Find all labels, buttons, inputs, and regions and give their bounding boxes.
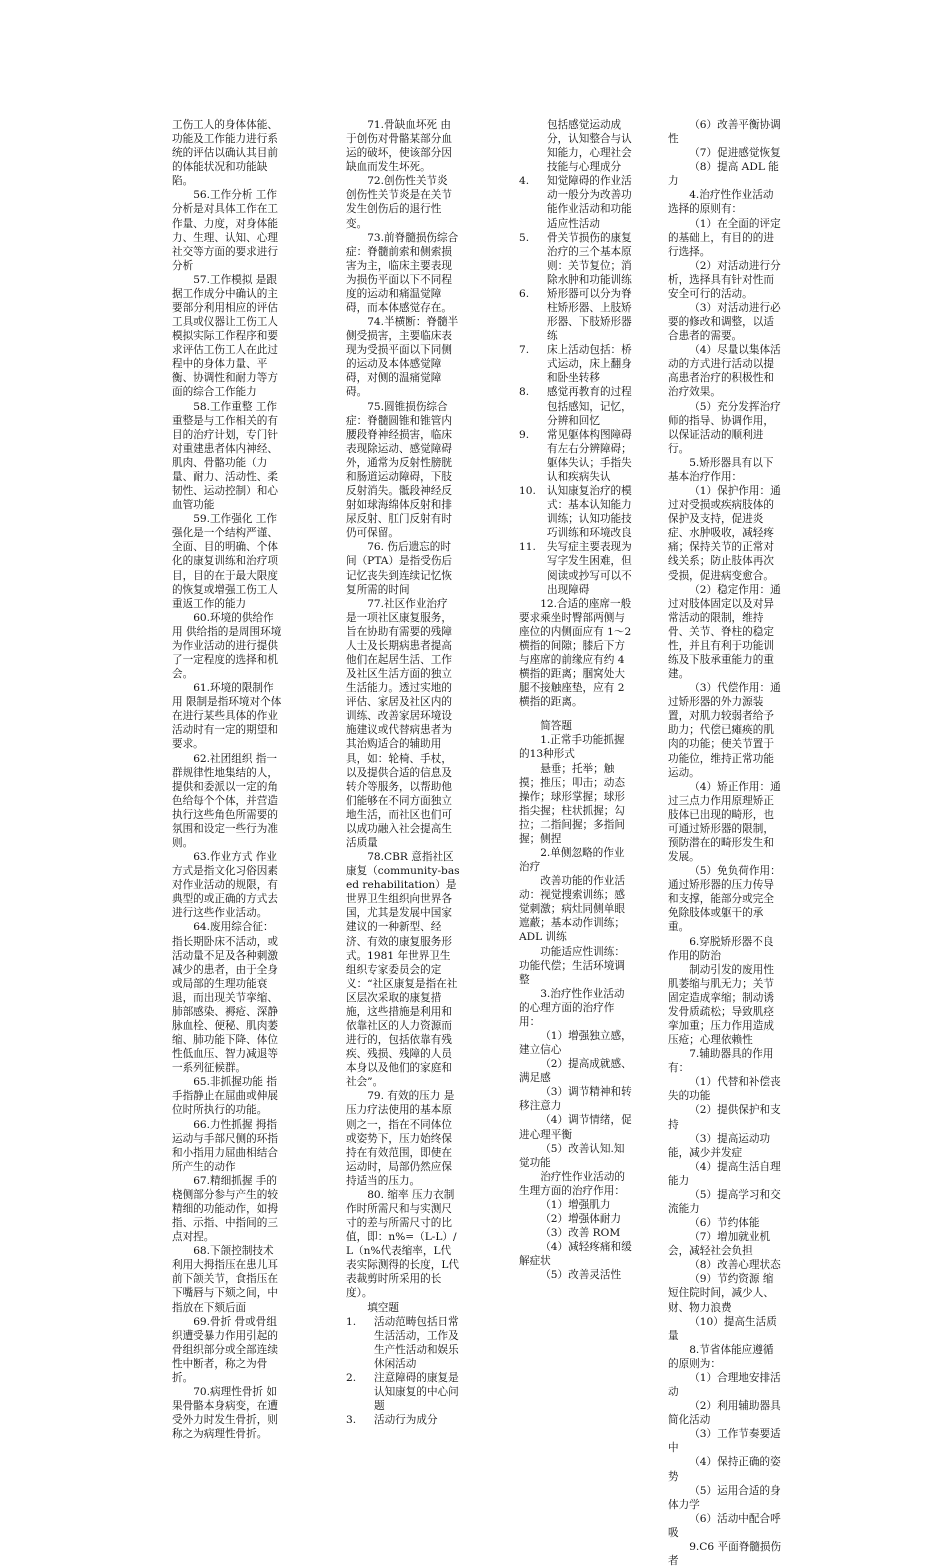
numbered-item (519, 174, 632, 230)
paragraph: 75.圆锥损伤综合症：脊髓圆锥和锥管内腰段脊神经损害，临床表现除运动、感觉障碍外，通常为反射性膀胱和肠道运动障碍，下肢反射消失。骶段神经反射如球海绵体反射和排尿反射、肛门反射有时仍可保留。 (346, 400, 452, 540)
paragraph: （4）保持正确的姿势 (668, 1456, 781, 1483)
paragraph: （7）增加就业机会，减轻社会负担 (668, 1231, 771, 1258)
item-text: 失写症主要表现为写字发生困难，但阅读或抄写可以不出现障碍 (547, 541, 632, 596)
paragraph: 填空题 (367, 1301, 399, 1314)
paragraph: （2）提高成就感、满足感 (519, 1058, 632, 1085)
item-number: 2. (346, 1371, 357, 1384)
paragraph: 79. 有效的压力 是压力疗法使用的基本原则之一，指在不同体位或姿势下，压力始终保持在有效范围，即使在运动时，局部仍然应保持适当的压力。 (346, 1090, 455, 1187)
paragraph: 65.非抓握功能 指手指静止在屈曲或伸展位时所执行的功能。 (172, 1076, 278, 1117)
paragraph: （8）提高 ADL 能力 (668, 161, 779, 188)
paragraph: 9.C6 平面脊髓损伤者 (668, 1540, 782, 1567)
paragraph: 悬垂；托举；触摸；推压；叩击；动态操作；球形掌握；球形指尖握；柱状抓握；勾拉；二指间握；多指间握；侧捏 (519, 762, 625, 845)
paragraph: （2）利用辅助器具简化活动 (668, 1400, 781, 1427)
paragraph: （1）增强独立感，建立信心 (519, 1030, 632, 1057)
paragraph: （4）矫正作用：通过三点力作用原理矫正肢体已出现的畸形，也可通过矫形器的限制，预防潜在的畸形发生和发展。 (668, 780, 781, 864)
numbered-item (519, 385, 632, 427)
paragraph: （5）提高学习和交流能力 (668, 1188, 781, 1216)
item-text: 知觉障碍的作业活动一般分为改善功能作业活动和功能适应性活动 (547, 175, 632, 230)
item-number: 4. (519, 175, 530, 188)
paragraph: （10）提高生活质量 (668, 1315, 777, 1342)
paragraph: （3）工作节奏要适中 (668, 1428, 781, 1455)
paragraph: （1）在全面的评定的基础上，有目的的进行选择。 (668, 217, 781, 258)
paragraph: （5）改善认知.知觉功能 (519, 1142, 625, 1169)
item-number: 10. (519, 485, 536, 498)
paragraph: 5.矫形器具有以下基本治疗作用： (668, 456, 774, 483)
paragraph: （2）增强体耐力 (540, 1213, 622, 1226)
paragraph: （2）稳定作用：通过对肢体固定以及对异常活动的限制，维持骨、关节、脊柱的稳定性，并且有利于功能训练及下肢承重能力的重建。 (668, 583, 781, 681)
item-number: 6. (519, 287, 530, 300)
paragraph: （1）代替和补偿丧失的功能 (668, 1076, 781, 1103)
paragraph: （3）对活动进行必要的修改和调整，以适合患者的需要。 (668, 302, 781, 343)
item-number: 7. (519, 344, 530, 357)
paragraph: 71.骨缺血坏死 由于创伤对骨骼某部分血运的破坏，使该部分因缺血而发生坏死。 (346, 119, 452, 174)
section-heading: 简答题 (540, 720, 572, 733)
paragraph: （9）节约资源 缩短住院时间，减少人、财、物力浪费 (668, 1273, 774, 1314)
paragraph: 12.合适的座席一般要求乘坐时臀部两侧与座位的内侧面应有 1～2 横指的间隙；膝后下方与座席的前缘应有约 4 横指的距离；腘窝处大腿不接触座垫，应有 2 横指的距离。 (519, 597, 632, 709)
item-number: 9. (519, 428, 530, 441)
numbered-item (519, 287, 632, 343)
paragraph: 制动引发的废用性肌萎缩与肌无力；关节固定造成挛缩；制动诱发骨质疏松；导致肌痉挛加重；压力作用造成压疮；心理依赖性 (668, 963, 774, 1047)
paragraph: （1）增强肌力 (540, 1198, 611, 1211)
numbered-item (519, 231, 632, 287)
paragraph: （3）代偿作用：通过矫形器的外力源装置，对肌力较弱者给予助力；代偿已瘫痪的肌肉的功能；使关节置于功能位，维持正常功能运动。 (668, 682, 781, 779)
paragraph: （4）提高生活自理能力 (668, 1160, 781, 1187)
paragraph: 63.作业方式 作业方式是指文化习俗因素对作业活动的规限，有典型的或正确的方式去进行这些作业活动。 (172, 851, 278, 920)
paragraph: 73.前脊髓损伤综合症：脊髓前索和侧索损害为主，临床主要表现为损伤平面以下不同程度的运动和痛温觉障碍，而本体感觉存在。 (346, 231, 459, 315)
paragraph: 1.正常手功能抓握的13种形式 (519, 734, 625, 761)
paragraph: 功能适应性训练：功能代偿；生活环境调整 (519, 945, 625, 986)
item-number: 1. (346, 1315, 357, 1328)
paragraph: （7）促进感觉恢复 (689, 147, 781, 160)
numbered-item (519, 540, 632, 596)
paragraph: 62.社团组织 指一群规律性地集结的人，提供和委派以一定的角色给每个个体，并营造执行这些角色所需要的氛围和设定一些行为准则。 (172, 752, 278, 849)
paragraph: （4）调节情绪，促进心理平衡 (519, 1114, 632, 1141)
item-number: 5. (519, 231, 530, 244)
paragraph: （1）合理地安排活动 (668, 1371, 781, 1399)
paragraph: 64.废用综合征：指长期卧床不活动，或活动量不足及各种刺激减少的患者，由于全身或局部的生理功能衰退，而出现关节挛缩、肺部感染、褥疮、深静脉血栓、便秘、肌肉萎缩、肺功能下降、体位性低血压、智力减退等一系列征候群。 (172, 921, 278, 1075)
item-text: 活动行为成分 (374, 1414, 438, 1427)
item-text: 床上活动包括：桥式运动，床上翻身和卧坐转移 (547, 344, 632, 385)
paragraph: （3）调节精神和转移注意力 (519, 1086, 632, 1113)
paragraph: 工伤工人的身体体能、功能及工作能力进行系统的评估以确认其目前的体能状况和功能缺陷。 (172, 119, 278, 188)
paragraph: 4.治疗性作业活动选择的原则有： (668, 189, 774, 216)
paragraph: 57.工作模拟 是跟据工作成分中确认的主要部分利用相应的评估工具或仪器让工伤工人模拟实际工作程序和要求评估工伤工人在此过程中的身体力量、平衡、协调性和耐力等方面的综合工作能力 (172, 273, 278, 399)
paragraph: 60.环境的供给作用 供给指的是周围环境为作业活动的进行提供了一定程度的选择和机会。 (172, 611, 282, 681)
paragraph: （6）节约体能 (689, 1217, 760, 1230)
paragraph: 67.精细抓握 手的桡侧部分参与产生的较精细的功能动作，如拇指、示指、中指间的三点对捏。 (172, 1174, 278, 1244)
numbered-item (346, 1371, 460, 1413)
paragraph: （5）改善灵活性 (540, 1269, 622, 1282)
paragraph: 56.工作分析 工作分析是对具体工作在工作量、力度，对身体能力、生理、认知、心理社交等方面的要求进行分析 (172, 189, 278, 272)
numbered-item (346, 1315, 460, 1371)
paragraph: （8）改善心理状态 (689, 1259, 781, 1272)
numbered-item (519, 343, 632, 385)
continued-text: 包括感觉运动成分，认知整合与认知能力，心理社会技能与心理成分 (547, 119, 632, 174)
item-text: 活动范畴包括日常生活活动，工作及生产性活动和娱乐休闲活动 (374, 1315, 459, 1370)
item-text: 注意障碍的康复是认知康复的中心问题 (374, 1371, 459, 1413)
paragraph: 70.病理性骨折 如果骨骼本身病变，在遭受外力时发生骨折，则称之为病理性骨折。 (172, 1386, 278, 1441)
paragraph: （6）改善平衡协调性 (668, 119, 781, 146)
item-number: 11. (519, 541, 536, 554)
text-column-1 (172, 118, 284, 1441)
paragraph: 74.半横断：脊髓半侧受损害，主要临床表现为受损平面以下同侧的运动及本体感觉障碍，对侧的温痛觉障碍。 (346, 316, 459, 399)
item-text: 常见躯体构图障碍有左右分辨障碍；躯体失认；手指失认和疾病失认 (547, 428, 632, 483)
paragraph: （4）减轻疼痛和缓解症状 (519, 1241, 632, 1268)
numbered-item (519, 428, 632, 484)
paragraph: （5）充分发挥治疗师的指导、协调作用，以保证活动的顺利进行。 (668, 400, 781, 455)
paragraph: 3.治疗性作业活动的心理方面的治疗作用： (519, 987, 625, 1028)
paragraph: （3）提高运动功能，减少并发症 (668, 1132, 771, 1159)
paragraph: （6）活动中配合呼吸 (668, 1512, 781, 1539)
paragraph: （2）提供保护和支持 (668, 1104, 781, 1131)
paragraph: 7.辅助器具的作用有： (668, 1048, 774, 1075)
item-text: 骨关节损伤的康复治疗的三个基本原则：关节复位；消除水肿和功能训练 (547, 231, 632, 286)
paragraph: 59.工作强化 工作强化是一个结构严谨、全面、目的明确、个体化的康复训练和治疗项目，目的在于最大限度的恢复或增强工伤工人重返工作的能力 (172, 513, 278, 610)
item-number: 8. (519, 386, 530, 399)
paragraph: 治疗性作业活动的生理方面的治疗作用： (519, 1170, 625, 1197)
paragraph: （1）保护作用：通过对受损或疾病肢体的保护及支持，促进炎症、水肿吸收，减轻疼痛；保持关节的正常对线关系；防止肢体再次受损，促进病变愈合。 (668, 485, 781, 582)
paragraph: 80. 缩率 压力衣制作时所需尺和与实测尺寸的差与所需尺寸的比值，即：n%=（L-L）/L（n%代表缩率，L代表实际测得的长度，L代表裁剪时所采用的长度）。 (346, 1188, 459, 1300)
text-column-2 (346, 118, 460, 1427)
paragraph: 61.环境的限制作用 限制是指环境对个体在进行某些具体的作业活动时有一定的期望和要求。 (172, 682, 282, 751)
paragraph: 58.工作重整 工作重整是与工作相关的有目的治疗计划，专门针对重建患者体内神经、肌肉、骨骼功能（力量、耐力、活动性、柔韧性、运动控制）和心血管功能 (172, 400, 278, 512)
paragraph: 69.骨折 骨或骨组织遭受暴力作用引起的骨组织部分或全部连续性中断者，称之为骨折。 (172, 1315, 278, 1384)
text-column-3 (519, 118, 632, 1282)
paragraph: 8.节省体能应遵循的原则为： (668, 1343, 774, 1370)
paragraph: （4）尽量以集体活动的方式进行活动以提高患者治疗的积极性和治疗效果。 (668, 344, 781, 399)
paragraph: 76. 伤后遗忘的时间（PTA）是指受伤后记忆丧失到连续记忆恢复所需的时间 (346, 541, 453, 596)
numbered-item (346, 1413, 460, 1427)
paragraph: （2）对活动进行分析，选择具有针对性而安全可行的活动。 (668, 259, 781, 300)
paragraph: 2.单侧忽略的作业治疗 (519, 846, 625, 874)
text-column-4 (668, 118, 783, 1568)
paragraph: 66.力性抓握 拇指运动与手部尺侧的环指和小指用力屈曲相结合所产生的动作 (172, 1118, 278, 1173)
paragraph: 68.下颌控制技术 利用大拇指压在患儿耳前下颌关节，食指压在下嘴唇与下颏之间，中指放在下颏后面 (172, 1245, 278, 1314)
item-text: 矫形器可以分为脊柱矫形器、上肢矫形器、下肢矫形器练 (547, 287, 632, 343)
paragraph: （5）免负荷作用：通过矫形器的压力传导和支撑，能部分或完全免除肢体或躯干的承重。 (668, 865, 781, 934)
numbered-item (519, 484, 632, 540)
item-number: 3. (346, 1414, 357, 1427)
paragraph: 改善功能的作业活动：视觉搜索训练；感觉刺激；病灶同侧单眼遮蔽；基本动作训练；ADL 训练 (519, 875, 625, 944)
paragraph: 72.创伤性关节炎 创伤性关节炎是在关节发生创伤后的退行性变。 (346, 175, 452, 230)
item-text: 感觉再教育的过程包括感知，记忆，分辨和回忆 (547, 386, 632, 427)
paragraph: 78.CBR 意指社区康复（community-based rehabilitation）是世界卫生组织向世界各国，尤其是发展中国家建议的一种新型、经济、有效的康复服务形式。1981 年世界卫生组织专家委员会的定义：“社区康复是指在社区层次采取的康复措施，这些措施是利用和依靠社区的人力资源而进行的，包括依靠有残疾、残损、残障的人员本身以及他们的家庭和社会”。 (346, 851, 460, 1089)
paragraph: 77.社区作业治疗 是一项社区康复服务，旨在协助有需要的残障人士及长期病患者提高他们在起居生活、工作及社区生活方面的独立生活能力。透过实地的评估、家居及社区内的训练、改善家居环境设施建议或代替病患者为其治购适合的辅助用具，如：轮椅、手杖，以及提供合适的信息及转介等服务，以帮助他们能够在不同方面独立地生活，而社区也们可以成功融入社会提高生活质量 (346, 597, 452, 849)
paragraph: （3）改善 ROM (540, 1227, 621, 1240)
paragraph: 6.穿脱矫形器不良作用的防治 (668, 935, 774, 962)
item-text: 认知康复治疗的模式：基本认知能力训练；认知功能技巧训练和环境改良 (547, 485, 632, 540)
paragraph: （5）运用合适的身体力学 (668, 1484, 781, 1511)
